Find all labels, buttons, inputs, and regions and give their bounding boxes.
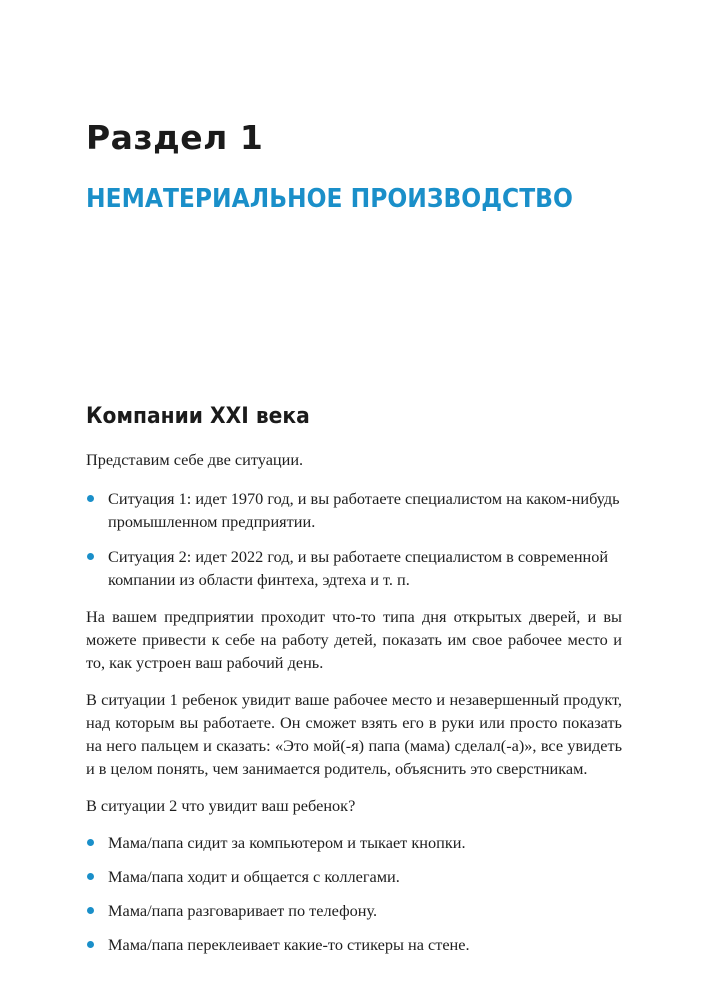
bullet-icon	[87, 839, 94, 846]
list-item-text: Мама/папа переклеивает какие-то стикеры на стене.	[108, 935, 470, 954]
bullet-icon	[87, 553, 94, 560]
question-paragraph: В ситуации 2 что увидит ваш ребенок?	[86, 796, 356, 815]
section-label: Раздел 1	[86, 118, 264, 157]
list-item	[86, 831, 622, 854]
list-item-text: Мама/папа ходит и общается с коллегами.	[108, 867, 400, 886]
paragraph: В ситуации 1 ребенок увидит ваше рабочее место и незавершенный продукт, над которым вы работаете. Он сможет взять его в руки или просто показать на него пальцем и сказать: «Это мой(-я) папа (мама) сделал(-а)», все увидеть и в целом понять, чем занимается родитель, объяснить это сверстникам.	[86, 690, 622, 778]
body-text	[86, 448, 622, 970]
list-item	[86, 545, 622, 591]
bullet-icon	[87, 495, 94, 502]
list-item-text: Мама/папа разговаривает по телефону.	[108, 901, 378, 920]
intro-paragraph: Представим себе две ситуации.	[86, 450, 304, 469]
section-title: НЕМАТЕРИАЛЬНОЕ ПРОИЗВОДСТВО	[86, 184, 573, 214]
list-item	[86, 487, 622, 533]
list-item	[86, 865, 622, 888]
observations-list	[86, 831, 622, 956]
list-item-text: Ситуация 2: идет 2022 год, и вы работаете специалистом в современной компании из области финтеха, эдтеха и т. п.	[108, 547, 609, 589]
list-item-text: Ситуация 1: идет 1970 год, и вы работаете специалистом на каком-нибудь промышленном предприятии.	[108, 489, 620, 531]
situations-list	[86, 487, 622, 591]
subsection-title: Компании XXI века	[86, 404, 310, 429]
bullet-icon	[87, 907, 94, 914]
list-item	[86, 899, 622, 922]
bullet-icon	[87, 873, 94, 880]
bullet-icon	[87, 941, 94, 948]
list-item-text: Мама/папа сидит за компьютером и тыкает кнопки.	[108, 833, 466, 852]
list-item	[86, 933, 622, 956]
paragraph: На вашем предприятии проходит что-то типа дня открытых дверей, и вы можете привести к себе на работу детей, показать им свое рабочее место и то, как устроен ваш рабочий день.	[86, 607, 622, 672]
